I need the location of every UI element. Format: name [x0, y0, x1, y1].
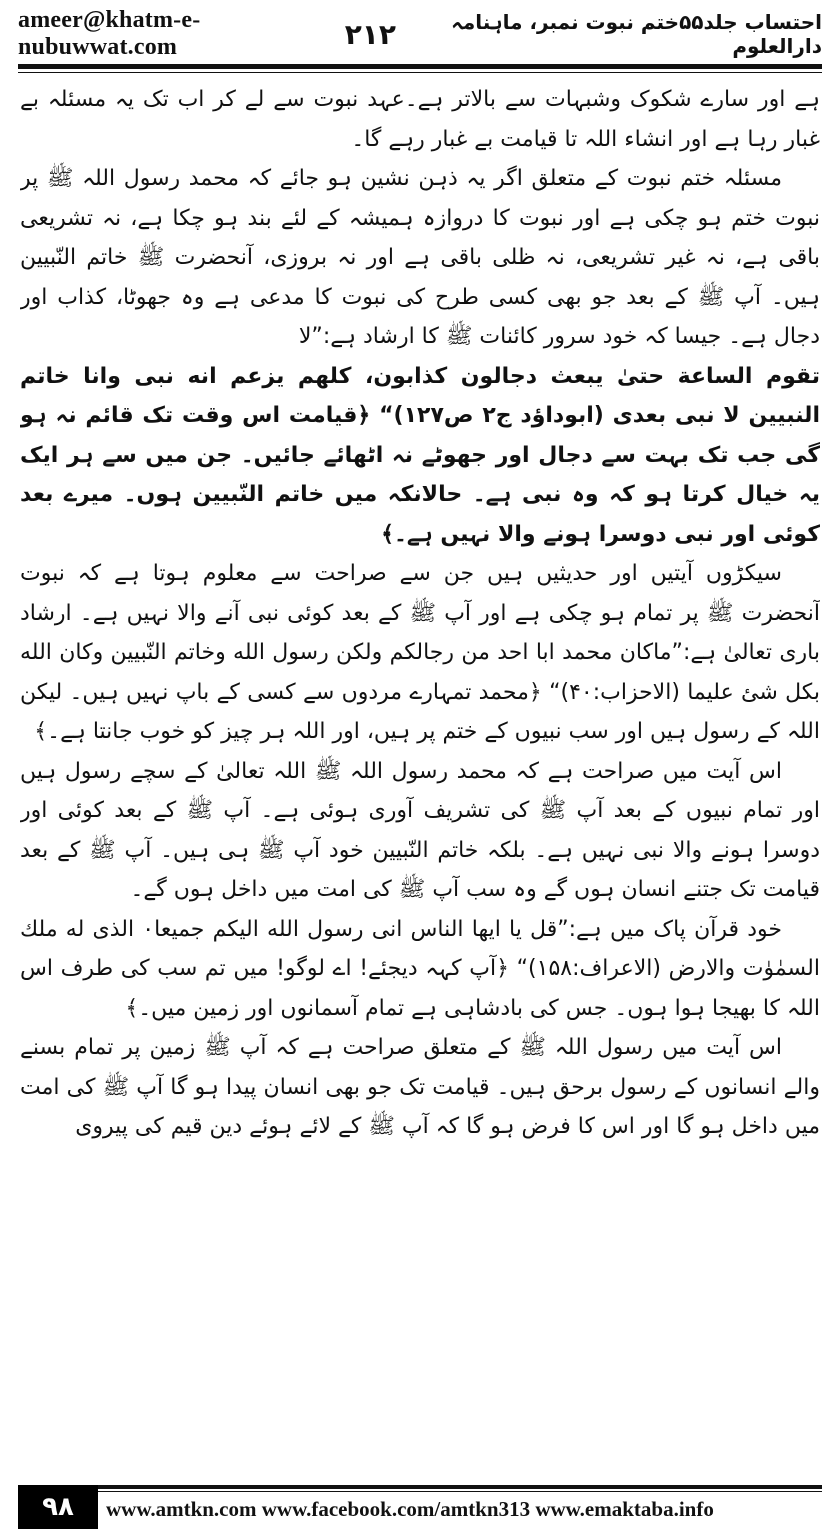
- paragraph: خود قرآن پاک میں ہے:”قل یا ایھا الناس انی رسول الله الیکم جمیعا۰ الذی له ملك السمٰوٰت والارض (الاعراف:۱۵۸)“ ﴿آپ کہہ دیجئے! اے لوگو! میں تم سب کی طرف اس اللہ کا بھیجا ہوا ہوں۔ جس کی بادشاہی ہے تمام آسمانوں اور زمین میں۔﴾: [20, 916, 820, 1021]
- paragraph: ہے اور سارے شکوک وشبہات سے بالاتر ہے۔عہد نبوت سے لے کر اب تک یہ مسئلہ بے غبار رہا ہے اور انشاء اللہ تا قیامت بے غبار رہے گا۔: [20, 87, 820, 152]
- article-body: [20, 80, 820, 1470]
- paragraph: سیکڑوں آیتیں اور حدیثیں ہیں جن سے صراحت سے معلوم ہوتا ہے کہ نبوت آنحضرت ﷺ پر تمام ہو چکی ہے اور آپ ﷺ کے بعد کوئی نبی آنے والا نہیں ہے۔ ارشاد باری تعالیٰ ہے:”ماکان محمد ابا احد من رجالکم ولکن رسول الله وخاتم النّبیین وکان الله بکل شئ علیما (الاحزاب:۴۰)“ ﴿محمد تمہارے مردوں سے کسی کے باپ نہیں ہیں۔ لیکن اللہ کے رسول ہیں اور سب نبیوں کے ختم پر ہیں، اور اللہ ہر چیز کو خوب جانتا ہے۔﴾: [20, 561, 820, 744]
- header-page-number: ۲۱۲: [344, 17, 396, 51]
- page-header: [18, 6, 822, 62]
- header-rule-thin: [18, 72, 822, 73]
- page-footer: [18, 1484, 822, 1530]
- header-rule-thick: [18, 64, 822, 69]
- paragraph: اس آیت میں رسول اللہ ﷺ کے متعلق صراحت ہے کہ آپ ﷺ زمین پر تمام بسنے والے انسانوں کے رسول برحق ہیں۔ قیامت تک جو بھی انسان پیدا ہو گا آپ ﷺ کی امت میں داخل ہو گا اور اس کا فرض ہو گا کہ آپ ﷺ کے لائے ہوئے دین قیم کی پیروی: [20, 1035, 820, 1139]
- footer-page-number: ۹۸: [18, 1485, 98, 1529]
- paragraph: مسئلہ ختم نبوت کے متعلق اگر یہ ذہن نشین ہو جائے کہ محمد رسول اللہ ﷺ پر نبوت ختم ہو چکی ہے اور نبوت کا دروازہ ہمیشہ کے لئے بند ہو چکا ہے، نہ تشریعی باقی ہے، نہ غیر تشریعی، نہ ظلی باقی ہے اور نہ بروزی، آنحضرت ﷺ خاتم النّبیین ہیں۔ آپ ﷺ کے بعد جو بھی کسی طرح کی نبوت کا مدعی ہے وہ جھوٹا، کذاب اور دجال ہے۔ جیسا کہ خود سرور کائنات ﷺ کا ارشاد ہے:”لا: [20, 166, 820, 349]
- paragraph-hadith: تقوم الساعة حتیٰ یبعث دجالون کذابون، کلھم یزعم انه نبی وانا خاتم النبیین لا نبی بعدی (ابوداؤد ج۲ ص۱۲۷)“ ﴿قیامت اس وقت تک قائم نہ ہو گی جب تک بہت سے دجال اور جھوٹے نہ اٹھائے جائیں۔ جن میں سے ہر ایک یہ خیال کرتا ہو کہ وہ نبی ہے۔ حالانکہ میں خاتم النّبیین ہوں۔ میرے بعد کوئی اور نبی دوسرا ہونے والا نہیں ہے۔﴾: [20, 363, 820, 547]
- paragraph: اس آیت میں صراحت ہے کہ محمد رسول اللہ ﷺ اللہ تعالیٰ کے سچے رسول ہیں اور تمام نبیوں کے بعد آپ ﷺ کی تشریف آوری ہوئی ہے۔ آپ ﷺ کے بعد کوئی اور دوسرا ہونے والا نبی نہیں ہے۔ بلکہ خاتم النّبیین خود آپ ﷺ ہی ہیں۔ آپ ﷺ کے بعد قیامت تک جتنے انسان ہوں گے وہ سب آپ ﷺ کی امت میں داخل ہوں گے۔: [20, 758, 820, 902]
- footer-links-area: [98, 1485, 822, 1529]
- header-left: [18, 7, 396, 61]
- footer-rule-thick: [98, 1485, 822, 1489]
- header-title: احتساب جلد۵۵ختم نبوت نمبر، ماہنامہ دارالعلوم: [451, 10, 822, 58]
- footer-rule-thin: [98, 1491, 822, 1492]
- footer-links: www.amtkn.com www.facebook.com/amtkn313 www.emaktaba.info: [106, 1497, 714, 1521]
- header-email: ameer@khatm-e-nubuwwat.com: [18, 7, 201, 60]
